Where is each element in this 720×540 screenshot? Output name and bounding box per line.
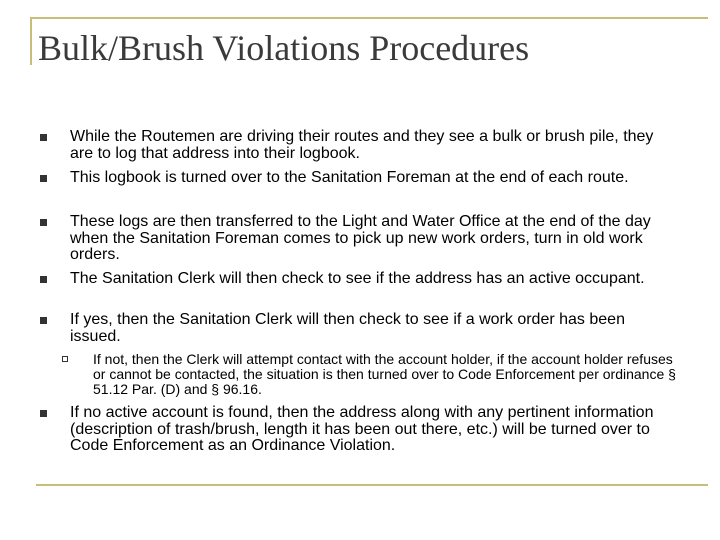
bullet-text-3: These logs are then transferred to the Light and Water Office at the end of the day when the Sanitation Foreman comes to pick up new work orders, turn in old work orders. xyxy=(70,213,651,263)
bullet-item-6 xyxy=(40,405,680,455)
sub-bullet-text-1: If not, then the Clerk will attempt contact with the account holder, if the account holder refuses or cannot be contacted, the situation is then turned over to Code Enforcement per ordinance § 51.12 Par. (D) and § 96.16. xyxy=(93,351,676,397)
bullet-text-1: While the Routemen are driving their routes and they see a bulk or brush pile, they are to log that address into their logbook. xyxy=(70,128,654,162)
filled-square-bullet-icon xyxy=(40,134,47,141)
sub-bullet-item-1 xyxy=(62,352,682,397)
filled-square-bullet-icon xyxy=(40,317,47,324)
filled-square-bullet-icon xyxy=(40,410,47,417)
filled-square-bullet-icon xyxy=(40,276,47,283)
filled-square-bullet-icon xyxy=(40,219,47,226)
bullet-text-5: If yes, then the Sanitation Clerk will then check to see if a work order has been issued. xyxy=(70,311,625,345)
hollow-square-bullet-icon xyxy=(62,356,68,362)
bullet-item-4 xyxy=(40,271,680,288)
slide-title: Bulk/Brush Violations Procedures xyxy=(38,28,530,68)
title-rule-horizontal xyxy=(30,17,708,19)
bullet-text-2: This logbook is turned over to the Sanitation Foreman at the end of each route. xyxy=(70,169,629,186)
footer-rule xyxy=(36,484,708,486)
bullet-item-2 xyxy=(40,170,680,187)
title-rule-vertical xyxy=(30,17,32,65)
bullet-text-4: The Sanitation Clerk will then check to see if the address has an active occupant. xyxy=(70,270,645,287)
bullet-item-5 xyxy=(40,312,680,345)
filled-square-bullet-icon xyxy=(40,175,47,182)
bullet-text-6: If no active account is found, then the address along with any pertinent information (description of trash/brush, length it has been out there, etc.) will be turned over to Code Enforcement as an Ordinance Violation. xyxy=(70,404,654,454)
bullet-item-3 xyxy=(40,214,680,264)
bullet-item-1 xyxy=(40,129,680,162)
